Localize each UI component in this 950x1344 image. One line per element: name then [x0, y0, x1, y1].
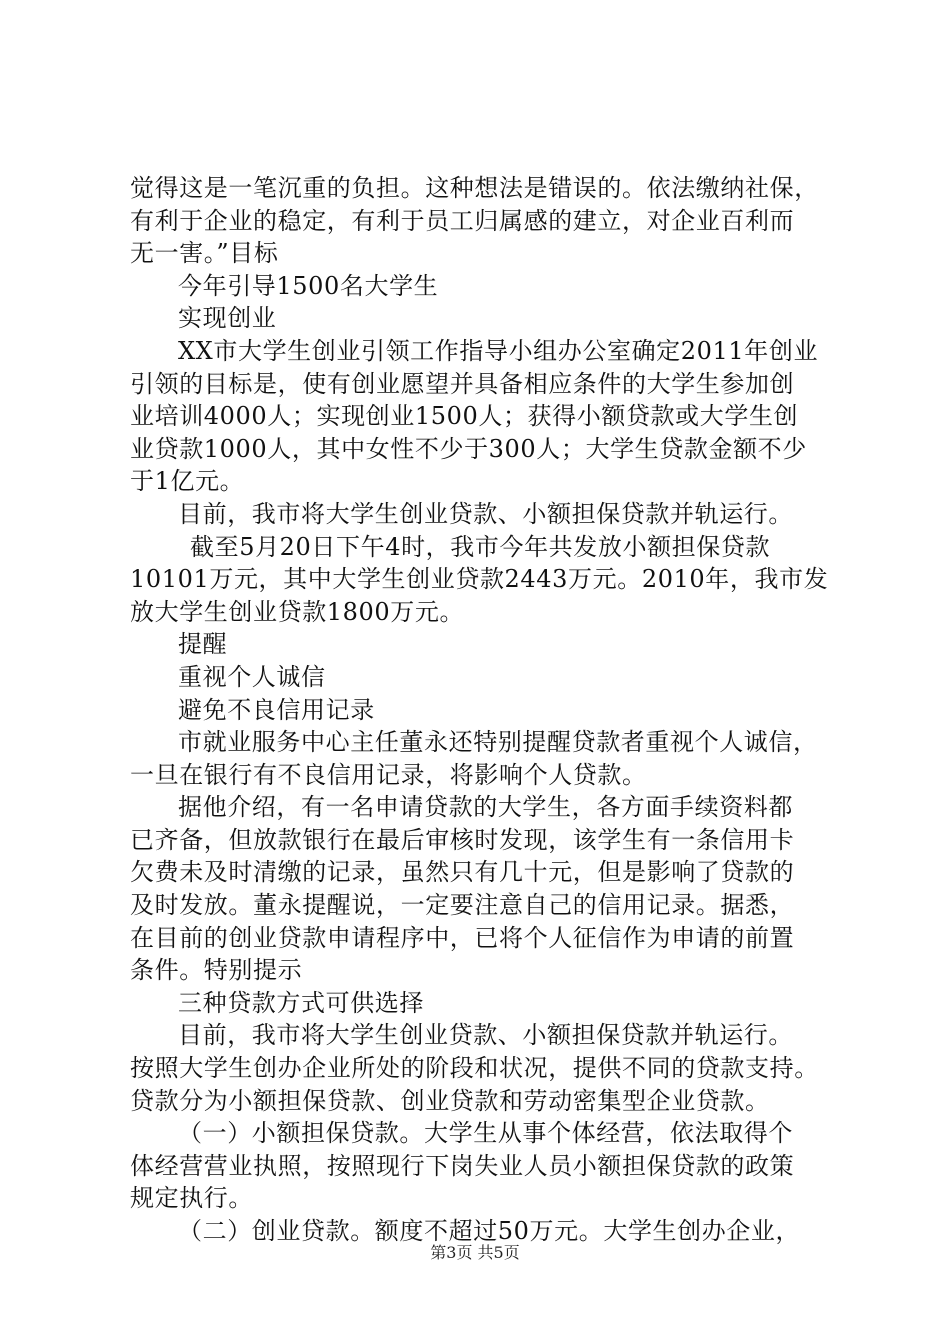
- text-line: 提醒: [178, 630, 228, 659]
- text-line: 觉得这是一笔沉重的负担。这种想法是错误的。依法缴纳社保，: [130, 174, 819, 202]
- text-line: 引领的目标是，使有创业愿望并具备相应条件的大学生参加创: [130, 369, 795, 398]
- text-line: 目前，我市将大学生创业贷款、小额担保贷款并轨运行。: [178, 499, 793, 528]
- text-line: 规定执行。: [130, 1184, 253, 1213]
- text-line: 业贷款1000人，其中女性不少于300人；大学生贷款金额不少: [130, 434, 807, 463]
- text-line: 市就业服务中心主任董永还特别提醒贷款者重视个人诚信，: [178, 728, 818, 757]
- text-line: 截至5月20日下午4时，我市今年共发放小额担保贷款: [190, 532, 771, 561]
- text-line: 10101万元，其中大学生创业贷款2443万元。2010年，我市发: [130, 565, 829, 594]
- text-line: 三种贷款方式可供选择: [178, 988, 424, 1017]
- text-line: 无一害。”目标: [130, 239, 279, 268]
- text-line: 重视个人诚信: [178, 662, 326, 691]
- text-line: 条件。特别提示: [130, 956, 303, 985]
- text-line: 放大学生创业贷款1800万元。: [130, 597, 465, 626]
- text-line: （二）创业贷款。额度不超过50万元。大学生创办企业，: [178, 1217, 801, 1245]
- text-line: 据他介绍，有一名申请贷款的大学生，各方面手续资料都: [178, 793, 793, 822]
- text-line: 于1亿元。: [130, 467, 245, 496]
- text-line: 业培训4000人；实现创业1500人；获得小额贷款或大学生创: [130, 402, 799, 431]
- text-line: 目前，我市将大学生创业贷款、小额担保贷款并轨运行。: [178, 1021, 793, 1050]
- text-line: 一旦在银行有不良信用记录，将影响个人贷款。: [130, 760, 647, 789]
- page-footer: 第3页 共5页: [430, 1243, 520, 1262]
- text-line: 今年引导1500名大学生: [178, 271, 439, 300]
- document-body: [130, 172, 860, 1248]
- text-line: 避免不良信用记录: [178, 695, 375, 724]
- text-line: 实现创业: [178, 304, 277, 333]
- text-line: 及时发放。董永提醒说，一定要注意自己的信用记录。据悉，: [130, 891, 795, 920]
- text-line: 已齐备，但放款银行在最后审核时发现，该学生有一条信用卡: [130, 825, 795, 854]
- text-line: 欠费未及时清缴的记录，虽然只有几十元，但是影响了贷款的: [130, 858, 795, 887]
- text-line: 贷款分为小额担保贷款、创业贷款和劳动密集型企业贷款。: [130, 1086, 770, 1115]
- text-line: 按照大学生创办企业所处的阶段和状况，提供不同的贷款支持。: [130, 1054, 819, 1083]
- text-line: XX市大学生创业引领工作指导小组办公室确定2011年创业: [178, 336, 819, 365]
- text-line: 有利于企业的稳定，有利于员工归属感的建立，对企业百利而: [130, 206, 795, 235]
- text-line: （一）小额担保贷款。大学生从事个体经营，依法取得个: [178, 1119, 793, 1148]
- text-line: 在目前的创业贷款申请程序中，已将个人征信作为申请的前置: [130, 923, 795, 952]
- text-line: 体经营营业执照，按照现行下岗失业人员小额担保贷款的政策: [130, 1151, 795, 1180]
